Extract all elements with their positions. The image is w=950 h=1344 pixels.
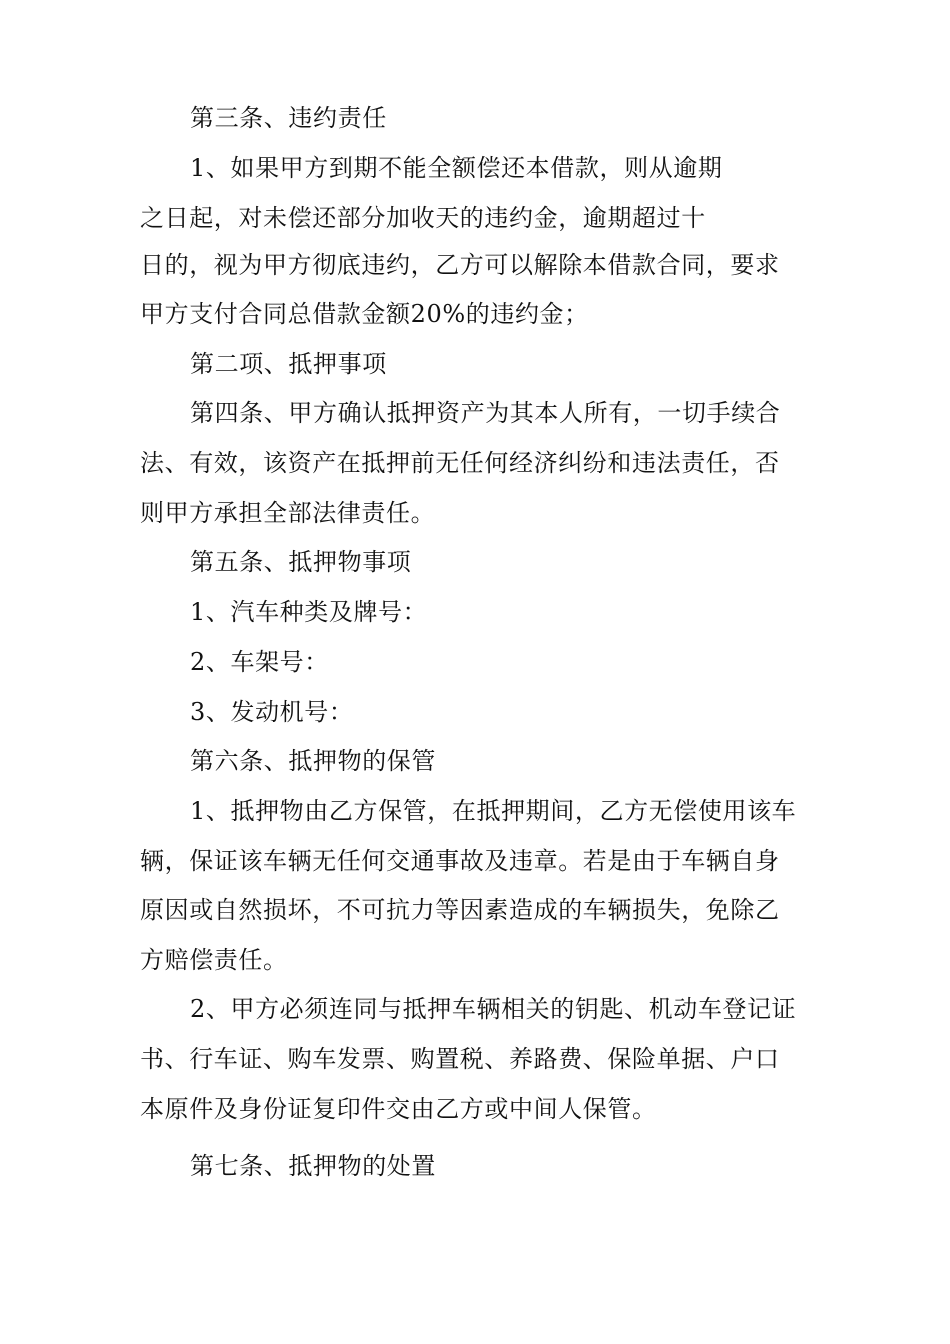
paragraph-line: 之日起，对未偿还部分加收天的违约金，逾期超过十: [140, 204, 706, 232]
paragraph-line: 甲方支付合同总借款金额20%的违约金；: [140, 300, 589, 328]
list-item: 3、发动机号：: [190, 698, 354, 726]
section-heading-article-5: 第五条、抵押物事项: [190, 548, 412, 576]
paragraph-line: 辆，保证该车辆无任何交通事故及违章。若是由于车辆自身: [140, 847, 780, 875]
list-item: 1、汽车种类及牌号：: [190, 598, 428, 626]
paragraph-line: 则甲方承担全部法律责任。: [140, 499, 436, 527]
paragraph-line: 法、有效，该资产在抵押前无任何经济纠纷和违法责任，否: [140, 449, 780, 477]
paragraph-line: 方赔偿责任。: [140, 946, 288, 974]
list-item: 2、车架号：: [190, 648, 329, 676]
paragraph-line: 书、行车证、购车发票、购置税、养路费、保险单据、户口: [140, 1045, 780, 1073]
section-heading-article-3: 第三条、违约责任: [190, 104, 387, 132]
paragraph-line: 第四条、甲方确认抵押资产为其本人所有，一切手续合: [190, 399, 781, 427]
paragraph-line: 本原件及身份证复印件交由乙方或中间人保管。: [140, 1095, 657, 1123]
paragraph-line: 2、甲方必须连同与抵押车辆相关的钥匙、机动车登记证: [190, 995, 797, 1023]
paragraph-line: 1、如果甲方到期不能全额偿还本借款，则从逾期: [190, 154, 723, 182]
paragraph-line: 1、抵押物由乙方保管，在抵押期间，乙方无偿使用该车: [190, 797, 797, 825]
paragraph-line: 日的，视为甲方彻底违约，乙方可以解除本借款合同，要求: [140, 251, 780, 279]
section-heading-article-7: 第七条、抵押物的处置: [190, 1152, 436, 1180]
paragraph-line: 原因或自然损坏，不可抗力等因素造成的车辆损失，免除乙: [140, 896, 780, 924]
section-heading-article-6: 第六条、抵押物的保管: [190, 747, 436, 775]
section-heading-item-2: 第二项、抵押事项: [190, 350, 387, 378]
